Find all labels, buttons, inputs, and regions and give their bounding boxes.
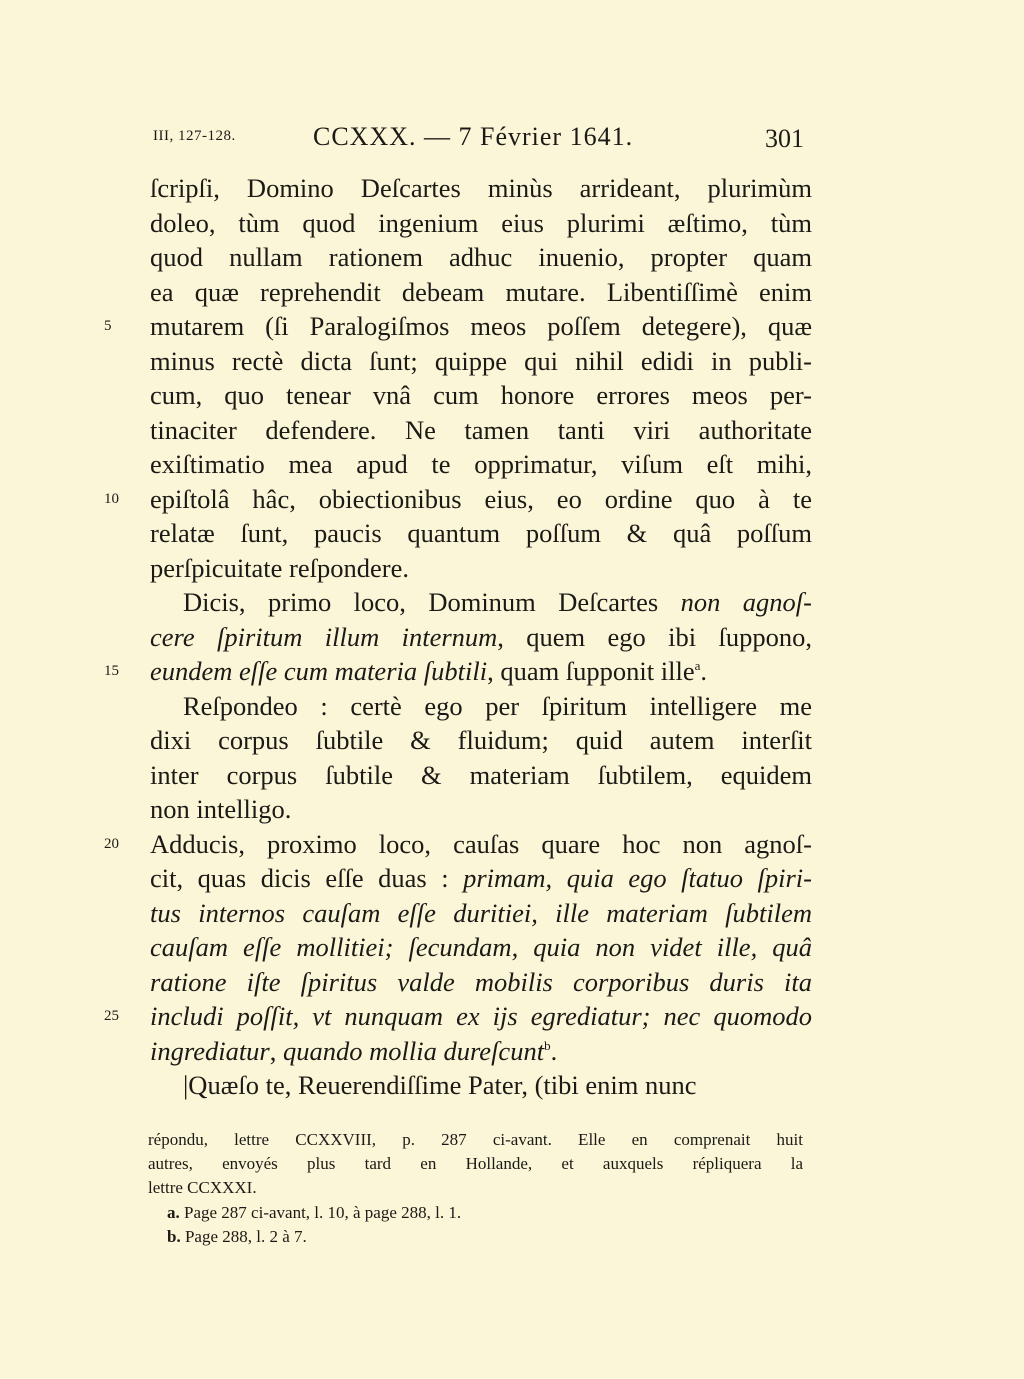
text-line	[150, 516, 812, 550]
text-line	[150, 309, 812, 343]
text-line	[150, 275, 812, 309]
line-text: ,	[269, 1036, 283, 1066]
line-text: , quem ego ibi ſuppono,	[497, 622, 812, 652]
text-line	[150, 654, 812, 688]
text-line	[150, 482, 812, 516]
running-header	[0, 122, 1024, 158]
italic-text: ratione iſte ſpiritus valde mobilis corporibus duris ita	[150, 967, 812, 997]
footnote-marker: b	[544, 1038, 551, 1053]
text-line	[150, 827, 812, 861]
italic-text: non agnoſ-	[680, 587, 812, 617]
text-line	[150, 378, 812, 412]
page-number: 301	[765, 124, 804, 153]
footnote-b-label: b.	[167, 1227, 181, 1246]
text-line	[150, 344, 812, 378]
text-line	[150, 723, 812, 757]
line-text: minus rectè dicta ſunt; quippe qui nihil edidi in publi-	[150, 346, 812, 376]
text-line	[150, 792, 812, 826]
italic-text: cauſam eſſe mollitiei; ſecundam, quia non videt ille, quâ	[150, 932, 812, 962]
italic-text: cere ſpiritum illum internum	[150, 622, 498, 652]
letter-title: CCXXX. — 7 Février 1641.	[313, 122, 634, 151]
margin-line-number: 10	[104, 491, 119, 507]
text-line	[150, 171, 812, 205]
line-text: mutarem (ſi Paralogiſmos meos poſſem detegere), quæ	[150, 311, 812, 341]
text-line	[150, 1034, 812, 1068]
italic-text: quando mollia dureſcunt	[283, 1036, 545, 1066]
margin-line-number: 25	[104, 1008, 119, 1024]
italic-text: ingrediatur	[150, 1036, 270, 1066]
footnote-a-label: a.	[167, 1203, 180, 1222]
text-line	[150, 447, 812, 481]
text-line	[150, 206, 812, 240]
text-line	[183, 585, 812, 619]
text-line	[150, 240, 812, 274]
footnote-continuation-line: lettre CCXXXI.	[148, 1178, 257, 1197]
margin-line-number: 5	[104, 318, 112, 334]
margin-line-number: 15	[104, 663, 119, 679]
margin-line-number: 20	[104, 836, 119, 852]
line-text: Reſpondeo : certè ego per ſpiritum intelligere me	[183, 691, 812, 721]
text-line	[183, 689, 812, 723]
line-text: relatæ ſunt, paucis quantum poſſum & quâ poſſum	[150, 518, 812, 548]
line-text: dixi corpus ſubtile & fluidum; quid autem interſit	[150, 725, 812, 755]
footnote-a-text: Page 287 ci-avant, l. 10, à page 288, l. 1.	[184, 1203, 462, 1222]
footnote-marker: a	[694, 658, 701, 673]
line-text: Dicis, primo loco, Dominum Deſcartes	[183, 587, 681, 617]
line-text: quod nullam rationem adhuc inuenio, propter quam	[150, 242, 812, 272]
line-text: perſpicuitate reſpondere.	[150, 553, 409, 583]
line-text: non intelligo.	[150, 794, 292, 824]
footnote-a	[167, 1201, 822, 1225]
line-text: |Quæſo te, Reuerendiſſime Pater, (tibi enim nunc	[183, 1070, 697, 1100]
line-text: Adducis, proximo loco, cauſas quare hoc non agnoſ-	[150, 829, 812, 859]
line-text: inter corpus ſubtile & materiam ſubtilem, equidem	[150, 760, 812, 790]
line-text: doleo, tùm quod ingenium eius plurimi æſtimo, tùm	[150, 208, 812, 238]
text-line	[150, 965, 812, 999]
line-text: ſcripſi, Domino Deſcartes minùs arrideant, plurimùm	[150, 173, 812, 203]
line-text: exiſtimatio mea apud te opprimatur, viſum eſt mihi,	[150, 449, 812, 479]
italic-text: tus internos cauſam eſſe duritiei, ille materiam ſubtilem	[150, 898, 812, 928]
italic-text: includi poſſit, vt nunquam ex ijs egrediatur; nec quomodo	[150, 1001, 812, 1031]
line-text: , quam ſupponit ille	[487, 656, 695, 686]
text-line	[150, 999, 812, 1033]
footnote-continuation-line: autres, envoyés plus tard en Hollande, et auxquels répliquera la	[148, 1154, 803, 1173]
text-line	[150, 413, 812, 447]
text-line	[150, 620, 812, 654]
italic-text: eundem eſſe cum materia ſubtili	[150, 656, 488, 686]
text-line	[150, 551, 812, 585]
text-line	[150, 861, 812, 895]
text-line	[150, 758, 812, 792]
footnote-continuation-line: répondu, lettre CCXXVIII, p. 287 ci-avant. Elle en comprenait huit	[148, 1130, 803, 1149]
footnote-b-text: Page 288, l. 2 à 7.	[184, 1227, 307, 1246]
italic-text: primam, quia ego ſtatuo ſpiri-	[463, 863, 812, 893]
text-line	[150, 896, 812, 930]
line-text: cum, quo tenear vnâ cum honore errores meos per-	[150, 380, 812, 410]
line-text: ea quæ reprehendit debeam mutare. Libentiſſimè enim	[150, 277, 812, 307]
text-line	[183, 1068, 812, 1102]
volume-reference: III, 127-128.	[153, 128, 236, 144]
line-text: .	[700, 656, 708, 686]
footnote-b	[167, 1225, 822, 1249]
line-text: .	[550, 1036, 558, 1066]
line-text: tinaciter defendere. Ne tamen tanti viri authoritate	[150, 415, 812, 445]
line-text: epiſtolâ hâc, obiectionibus eius, eo ordine quo à te	[150, 484, 812, 514]
text-line	[150, 930, 812, 964]
line-text: cit, quas dicis eſſe duas :	[150, 863, 464, 893]
